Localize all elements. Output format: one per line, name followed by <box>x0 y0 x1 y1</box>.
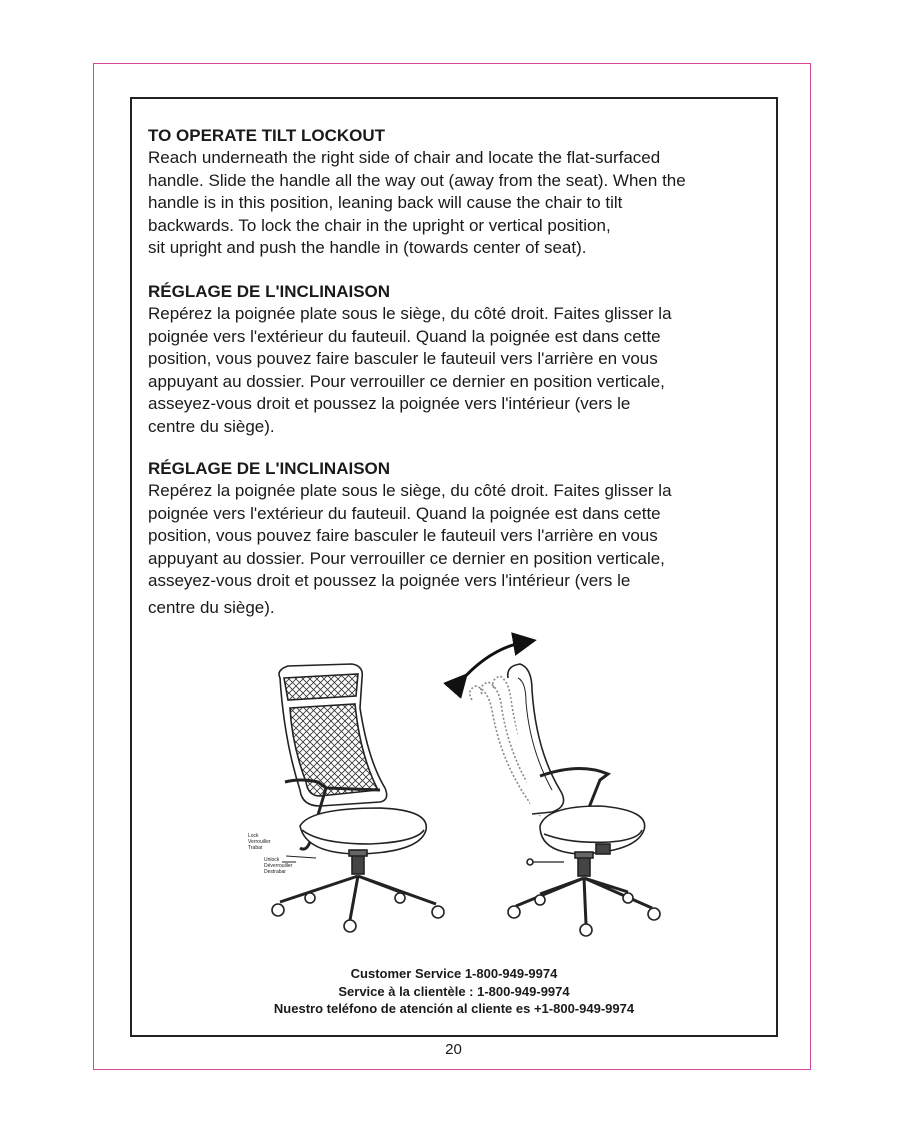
body-line: appuyant au dossier. Pour verrouiller ce dernier en position verticale, <box>148 548 665 568</box>
lock-label: Lock <box>248 833 259 839</box>
section-title: TO OPERATE TILT LOCKOUT <box>148 126 386 145</box>
section-body <box>148 480 768 619</box>
upright-chair-drawing <box>272 664 444 932</box>
service-line-en: Customer Service 1-800-949-9974 <box>350 966 558 981</box>
body-line: poignée vers l'extérieur du fauteuil. Quand la poignée est dans cette <box>148 326 661 346</box>
section-body <box>148 147 768 260</box>
section-body <box>148 303 768 438</box>
body-line: Repérez la poignée plate sous le siège, du côté droit. Faites glisser la <box>148 304 672 323</box>
section-title: RÉGLAGE DE L'INCLINAISON <box>148 459 391 478</box>
unlock-label-es: Destrabar <box>264 869 286 875</box>
chair-tilt-illustration <box>240 630 680 940</box>
section-tilt-lockout-en <box>148 125 768 260</box>
lock-label-fr: Verrouiller <box>248 839 271 845</box>
service-line-fr: Service à la clientèle : 1-800-949-9974 <box>338 983 570 999</box>
body-line: asseyez-vous droit et poussez la poignée vers l'intérieur (vers le <box>148 394 631 413</box>
body-line: position, vous pouvez faire basculer le fauteuil vers l'arrière en vous <box>148 349 658 368</box>
customer-service-block <box>130 965 778 1018</box>
page-number: 20 <box>445 1041 462 1058</box>
body-line: centre du siège). <box>148 597 275 617</box>
body-line: Reach underneath the right side of chair and locate the flat-surfaced <box>148 148 661 167</box>
body-line: centre du siège). <box>148 416 275 436</box>
service-line-es: Nuestro teléfono de atención al cliente es +1-800-949-9974 <box>273 1001 635 1016</box>
section-title: RÉGLAGE DE L'INCLINAISON <box>148 282 391 301</box>
body-line: asseyez-vous droit et poussez la poignée vers l'intérieur (vers le <box>148 571 631 590</box>
unlock-label: Unlock <box>264 857 280 863</box>
lock-label-es: Trabar <box>248 845 263 851</box>
section-tilt-lockout-fr <box>148 281 768 438</box>
unlock-label-fr: Déverrouiller <box>264 863 293 869</box>
body-line: Repérez la poignée plate sous le siège, du côté droit. Faites glisser la <box>148 481 672 500</box>
body-line: handle. Slide the handle all the way out (away from the seat). When the <box>148 170 686 190</box>
body-line: sit upright and push the handle in (towards center of seat). <box>148 238 587 257</box>
section-tilt-lockout-fr-repeat <box>148 458 768 619</box>
body-line: appuyant au dossier. Pour verrouiller ce dernier en position verticale, <box>148 371 665 391</box>
body-line: poignée vers l'extérieur du fauteuil. Quand la poignée est dans cette <box>148 503 661 523</box>
body-line: backwards. To lock the chair in the upright or vertical position, <box>148 215 611 235</box>
tilting-chair-drawing <box>470 664 660 936</box>
body-line: handle is in this position, leaning back will cause the chair to tilt <box>148 193 623 212</box>
body-line: position, vous pouvez faire basculer le fauteuil vers l'arrière en vous <box>148 526 658 545</box>
